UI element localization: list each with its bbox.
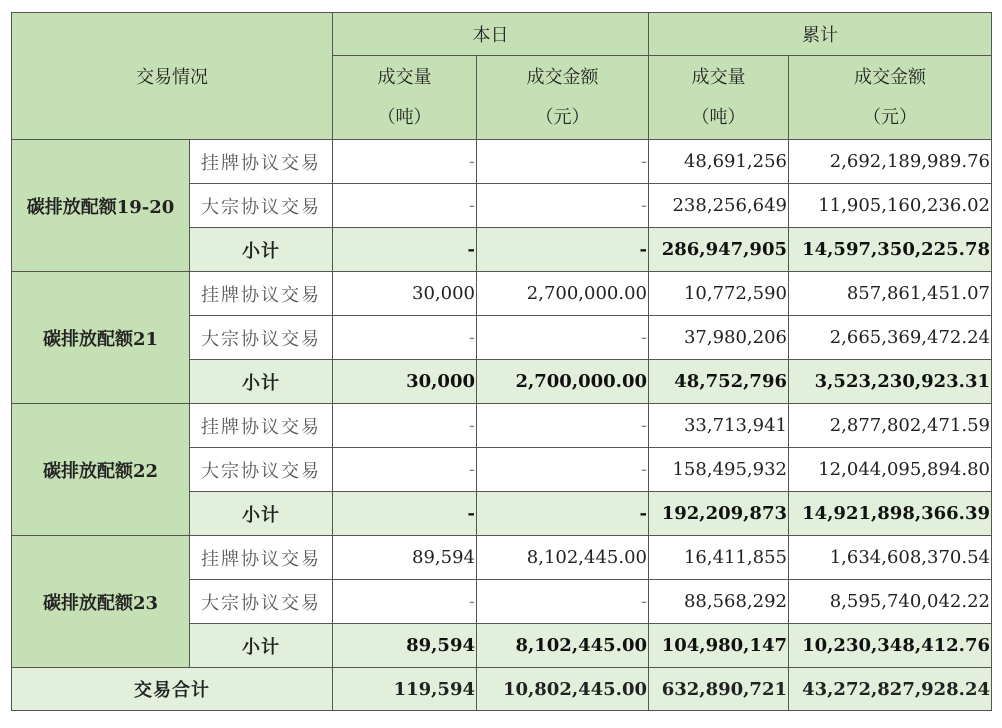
trade-type: 大宗协议交易 bbox=[190, 184, 333, 228]
cell-cum-amt: 2,692,189,989.76 bbox=[789, 140, 992, 184]
cell-cum-vol: 238,256,649 bbox=[649, 184, 789, 228]
header-today: 本日 bbox=[333, 13, 649, 56]
cell-today-vol: 89,594 bbox=[333, 536, 477, 580]
total-today-amount: 10,802,445.00 bbox=[477, 668, 649, 711]
cell-cum-amt: 14,597,350,225.78 bbox=[789, 228, 992, 272]
cell-today-vol: - bbox=[333, 140, 477, 184]
amount-unit: （元） bbox=[863, 106, 917, 128]
volume-label: 成交量 bbox=[691, 66, 746, 88]
total-cum-volume: 632,890,721 bbox=[649, 668, 789, 711]
volume-unit: （吨） bbox=[377, 106, 432, 128]
cell-cum-vol: 88,568,292 bbox=[649, 580, 789, 624]
cell-cum-amt: 857,861,451.07 bbox=[789, 272, 992, 316]
cell-today-amt: - bbox=[477, 140, 649, 184]
cell-today-amt: - bbox=[477, 184, 649, 228]
trade-type: 大宗协议交易 bbox=[190, 448, 333, 492]
cell-today-vol: - bbox=[333, 184, 477, 228]
cell-cum-vol: 104,980,147 bbox=[649, 624, 789, 668]
table-row bbox=[12, 140, 992, 184]
cell-today-vol: 30,000 bbox=[333, 360, 477, 404]
table-row bbox=[12, 272, 992, 316]
allowance-group-label: 碳排放配额22 bbox=[12, 404, 190, 536]
cell-cum-vol: 48,752,796 bbox=[649, 360, 789, 404]
cell-cum-amt: 12,044,095,894.80 bbox=[789, 448, 992, 492]
table-row bbox=[12, 536, 992, 580]
cell-today-amt: - bbox=[477, 448, 649, 492]
cell-today-amt: - bbox=[477, 316, 649, 360]
allowance-group-label: 碳排放配额23 bbox=[12, 536, 190, 668]
cell-cum-vol: 192,209,873 bbox=[649, 492, 789, 536]
header-today-volume bbox=[333, 56, 477, 140]
trade-type: 大宗协议交易 bbox=[190, 316, 333, 360]
cell-today-amt: - bbox=[477, 228, 649, 272]
cell-cum-amt: 11,905,160,236.02 bbox=[789, 184, 992, 228]
cell-today-vol: - bbox=[333, 492, 477, 536]
cell-today-amt: 2,700,000.00 bbox=[477, 272, 649, 316]
trade-type: 挂牌协议交易 bbox=[190, 272, 333, 316]
amount-unit: （元） bbox=[535, 106, 590, 128]
trade-type: 小计 bbox=[190, 228, 333, 272]
trade-type: 小计 bbox=[190, 360, 333, 404]
trade-type: 挂牌协议交易 bbox=[190, 536, 333, 580]
cell-today-vol: - bbox=[333, 404, 477, 448]
cell-cum-amt: 14,921,898,366.39 bbox=[789, 492, 992, 536]
allowance-group-label: 碳排放配额19-20 bbox=[12, 140, 190, 272]
header-today-amount bbox=[477, 56, 649, 140]
cell-today-vol: - bbox=[333, 316, 477, 360]
cell-today-amt: - bbox=[477, 492, 649, 536]
cell-today-amt: - bbox=[477, 580, 649, 624]
cell-cum-amt: 1,634,608,370.54 bbox=[789, 536, 992, 580]
volume-label: 成交量 bbox=[377, 66, 432, 88]
cell-today-vol: 89,594 bbox=[333, 624, 477, 668]
cell-today-vol: - bbox=[333, 228, 477, 272]
header-cum-amount bbox=[789, 56, 992, 140]
header-cumulative: 累计 bbox=[649, 13, 992, 56]
cell-cum-amt: 8,595,740,042.22 bbox=[789, 580, 992, 624]
header-cum-volume bbox=[649, 56, 789, 140]
total-cum-amount: 43,272,827,928.24 bbox=[789, 668, 992, 711]
cell-cum-amt: 3,523,230,923.31 bbox=[789, 360, 992, 404]
cell-cum-amt: 10,230,348,412.76 bbox=[789, 624, 992, 668]
trade-type: 挂牌协议交易 bbox=[190, 140, 333, 184]
cell-cum-amt: 2,665,369,472.24 bbox=[789, 316, 992, 360]
cell-today-vol: 30,000 bbox=[333, 272, 477, 316]
cell-today-amt: 8,102,445.00 bbox=[477, 536, 649, 580]
cell-today-vol: - bbox=[333, 448, 477, 492]
trade-type: 挂牌协议交易 bbox=[190, 404, 333, 448]
total-row bbox=[12, 668, 992, 711]
cell-cum-vol: 37,980,206 bbox=[649, 316, 789, 360]
cell-cum-vol: 286,947,905 bbox=[649, 228, 789, 272]
cell-cum-vol: 158,495,932 bbox=[649, 448, 789, 492]
allowance-group-label: 碳排放配额21 bbox=[12, 272, 190, 404]
cell-cum-vol: 48,691,256 bbox=[649, 140, 789, 184]
total-today-volume: 119,594 bbox=[333, 668, 477, 711]
cell-today-amt: 2,700,000.00 bbox=[477, 360, 649, 404]
cell-today-vol: - bbox=[333, 580, 477, 624]
cell-cum-vol: 16,411,855 bbox=[649, 536, 789, 580]
amount-label: 成交金额 bbox=[854, 66, 926, 88]
total-label: 交易合计 bbox=[12, 668, 333, 711]
volume-unit: （吨） bbox=[691, 106, 746, 128]
cell-today-amt: 8,102,445.00 bbox=[477, 624, 649, 668]
header-trading-status: 交易情况 bbox=[12, 13, 333, 140]
trade-type: 小计 bbox=[190, 624, 333, 668]
table-row bbox=[12, 404, 992, 448]
carbon-trading-table bbox=[11, 12, 992, 711]
cell-cum-vol: 10,772,590 bbox=[649, 272, 789, 316]
amount-label: 成交金额 bbox=[526, 66, 599, 88]
trade-type: 大宗协议交易 bbox=[190, 580, 333, 624]
cell-cum-vol: 33,713,941 bbox=[649, 404, 789, 448]
trade-type: 小计 bbox=[190, 492, 333, 536]
cell-cum-amt: 2,877,802,471.59 bbox=[789, 404, 992, 448]
cell-today-amt: - bbox=[477, 404, 649, 448]
